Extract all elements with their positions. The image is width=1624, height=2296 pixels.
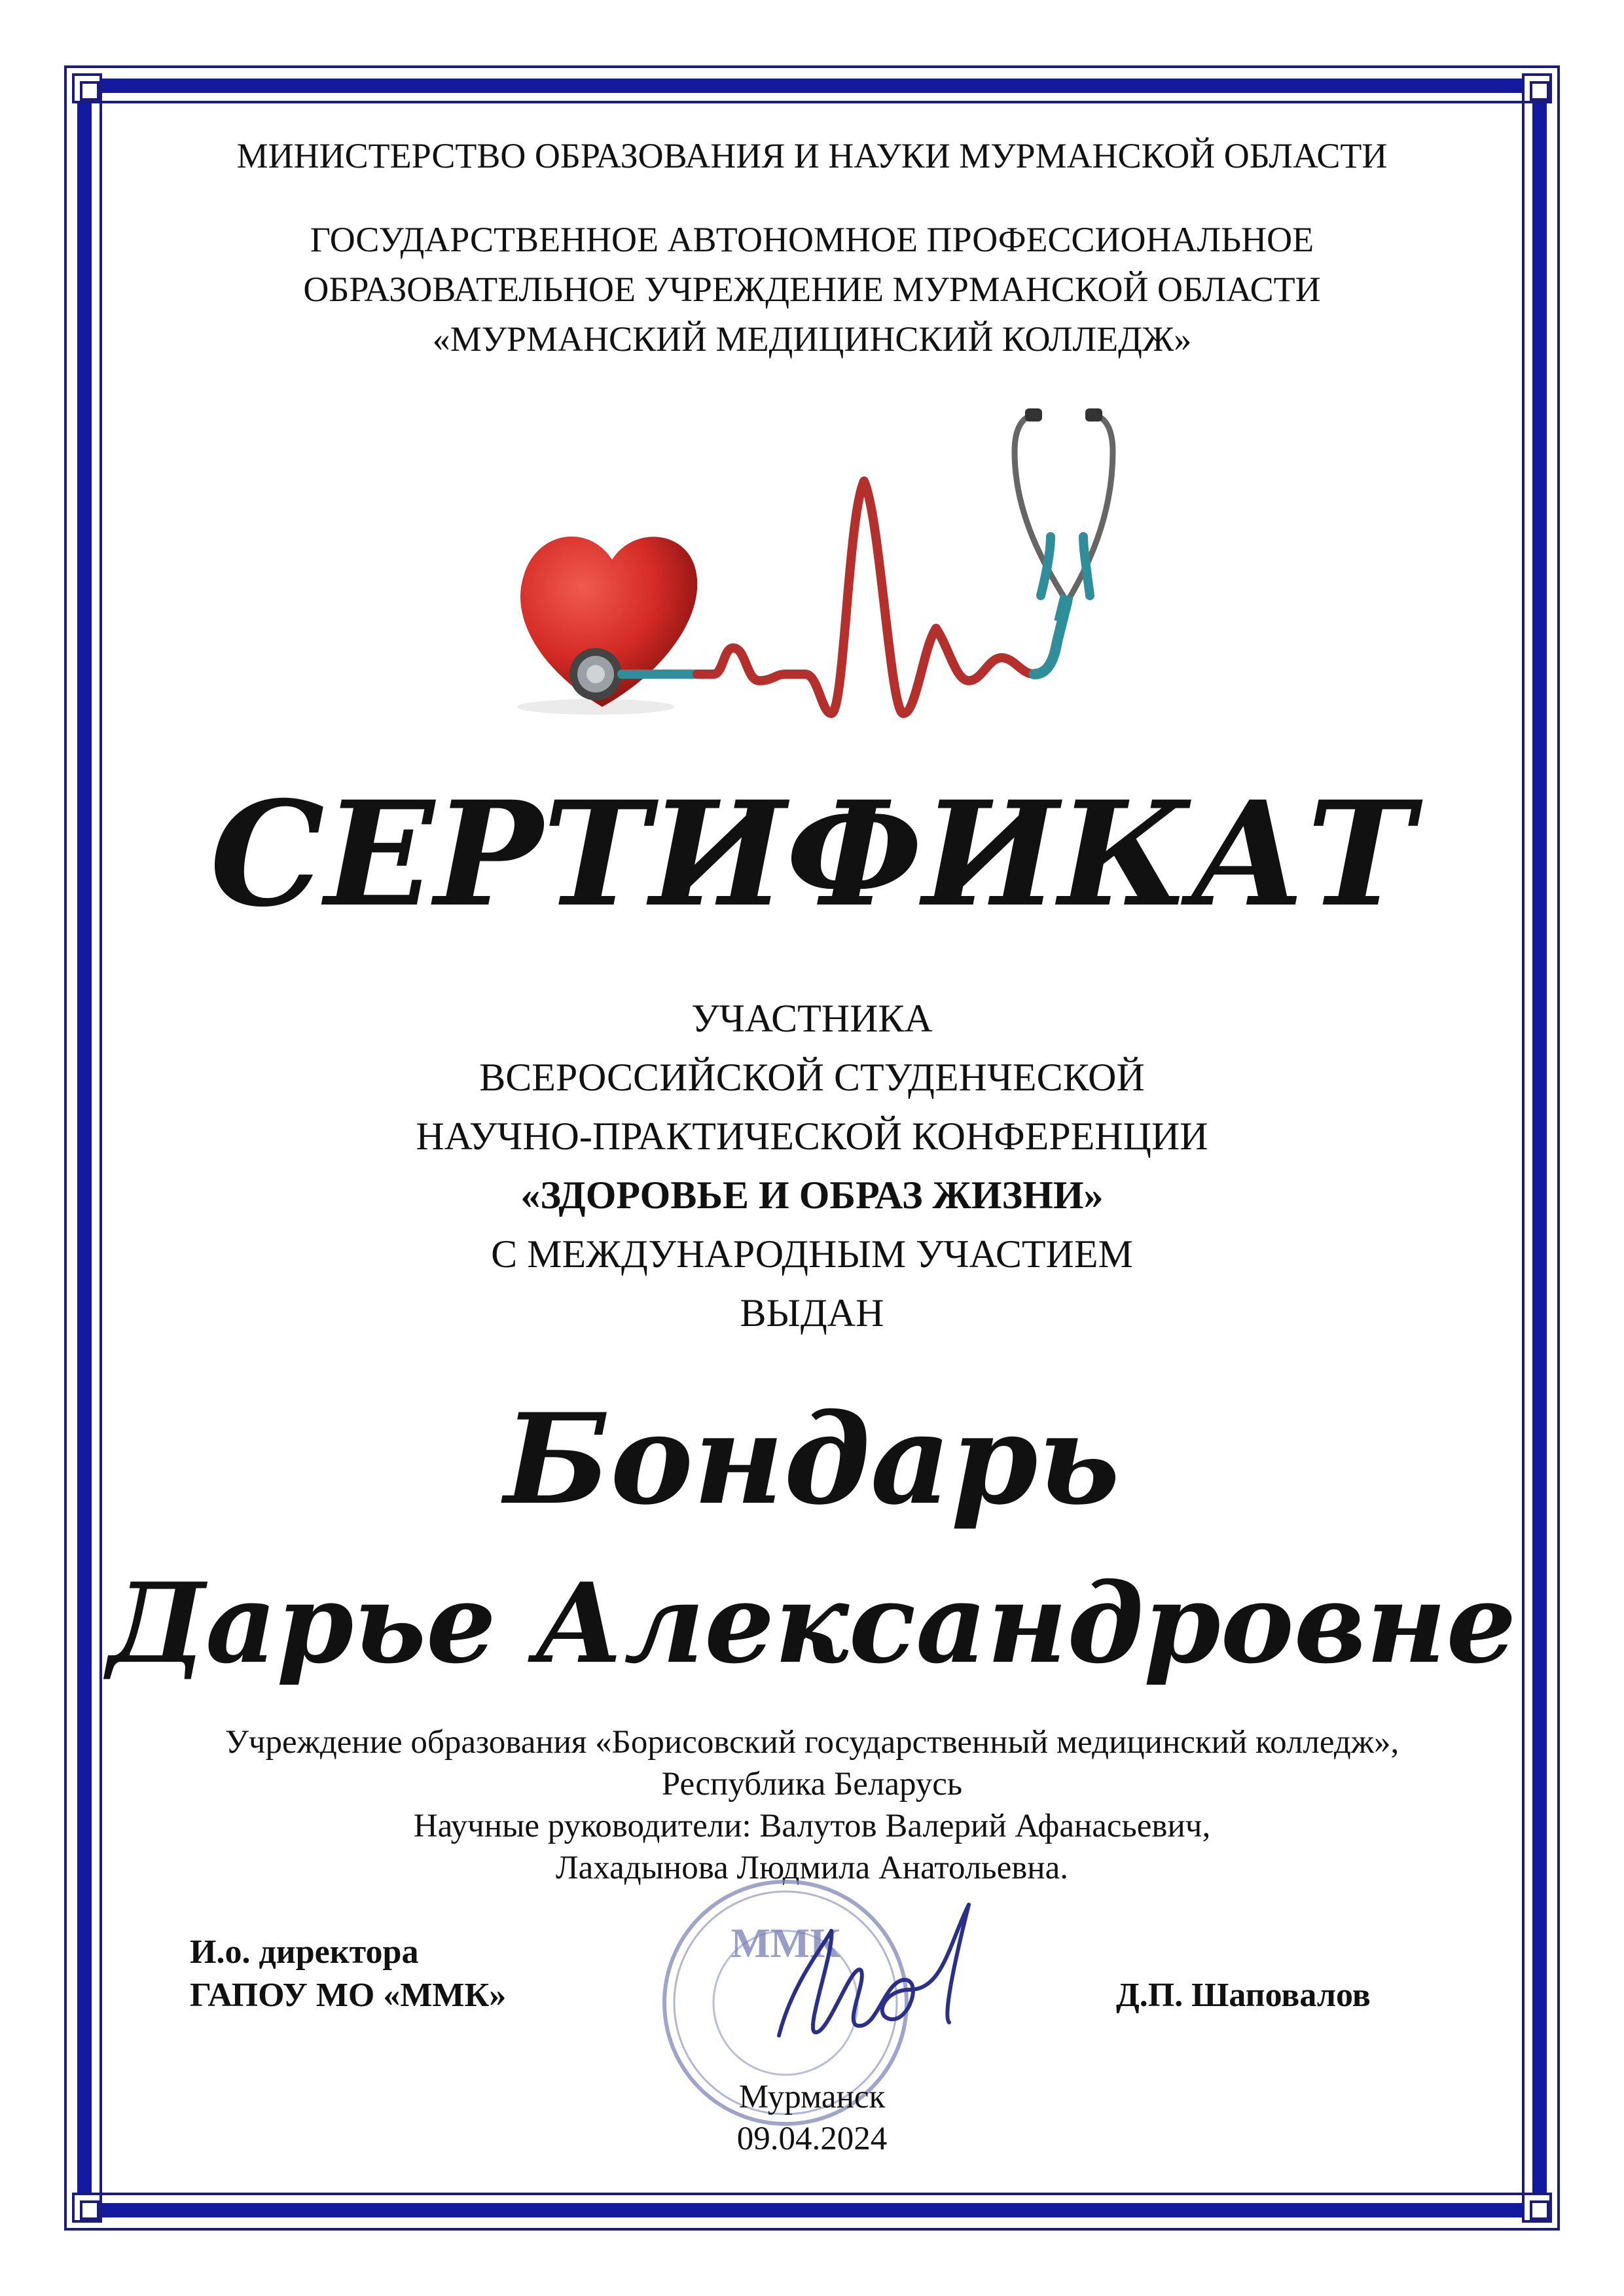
- stamp-label: ММК: [731, 1920, 840, 1966]
- corner-ornament-bottom-left: [72, 2193, 102, 2223]
- recipient-surname: Бондарь: [503, 1386, 1120, 1532]
- ministry-heading: МИНИСТЕРСТВО ОБРАЗОВАНИЯ И НАУКИ МУРМАНСКОЙ ОБЛАСТИ: [236, 136, 1388, 175]
- recipient-country: Республика Беларусь: [661, 1766, 963, 1803]
- conference-name: «ЗДОРОВЬЕ И ОБРАЗ ЖИЗНИ»: [520, 1174, 1104, 1217]
- institution-line-3: «МУРМАНСКИЙ МЕДИЦИНСКИЙ КОЛЛЕДЖ»: [432, 319, 1192, 359]
- body-line-all-russian: ВСЕРОССИЙСКОЙ СТУДЕНЧЕСКОЙ: [479, 1056, 1145, 1099]
- director-title-line-2: ГАПОУ МО «ММК»: [190, 1977, 507, 2014]
- director-title-line-1: И.о. директора: [190, 1933, 419, 1971]
- director-signature: [753, 1865, 1028, 2075]
- issue-city: Мурманск: [738, 2079, 886, 2115]
- body-line-conference: НАУЧНО-ПРАКТИЧЕСКОЙ КОНФЕРЕНЦИИ: [416, 1115, 1208, 1158]
- supervisors-line-1: Научные руководители: Валутов Валерий Афанасьевич,: [413, 1808, 1211, 1844]
- heart-stethoscope-icon: [497, 399, 1152, 740]
- supervisors-line-2: Лахадынова Людмила Анатольевна.: [556, 1850, 1068, 1886]
- body-line-issued: ВЫДАН: [740, 1291, 884, 1335]
- director-name: Д.П. Шаповалов: [1116, 1977, 1371, 2014]
- certificate-title: СЕРТИФИКАТ: [209, 769, 1415, 939]
- corner-ornament-top-right: [1522, 73, 1552, 103]
- institution-line-2: ОБРАЗОВАТЕЛЬНОЕ УЧРЕЖДЕНИЕ МУРМАНСКОЙ ОБЛАСТИ: [303, 270, 1321, 309]
- corner-ornament-bottom-right: [1522, 2193, 1552, 2223]
- recipient-institution: Учреждение образования «Борисовский государственный медицинский колледж»,: [225, 1724, 1399, 1761]
- issue-date: 09.04.2024: [736, 2121, 888, 2157]
- body-line-participant: УЧАСТНИКА: [691, 997, 933, 1040]
- recipient-given-names: Дарье Александровне: [107, 1558, 1517, 1688]
- body-line-international: С МЕЖДУНАРОДНЫМ УЧАСТИЕМ: [491, 1232, 1133, 1276]
- institution-line-1: ГОСУДАРСТВЕННОЕ АВТОНОМНОЕ ПРОФЕССИОНАЛЬНОЕ: [310, 220, 1314, 259]
- corner-ornament-top-left: [72, 73, 102, 103]
